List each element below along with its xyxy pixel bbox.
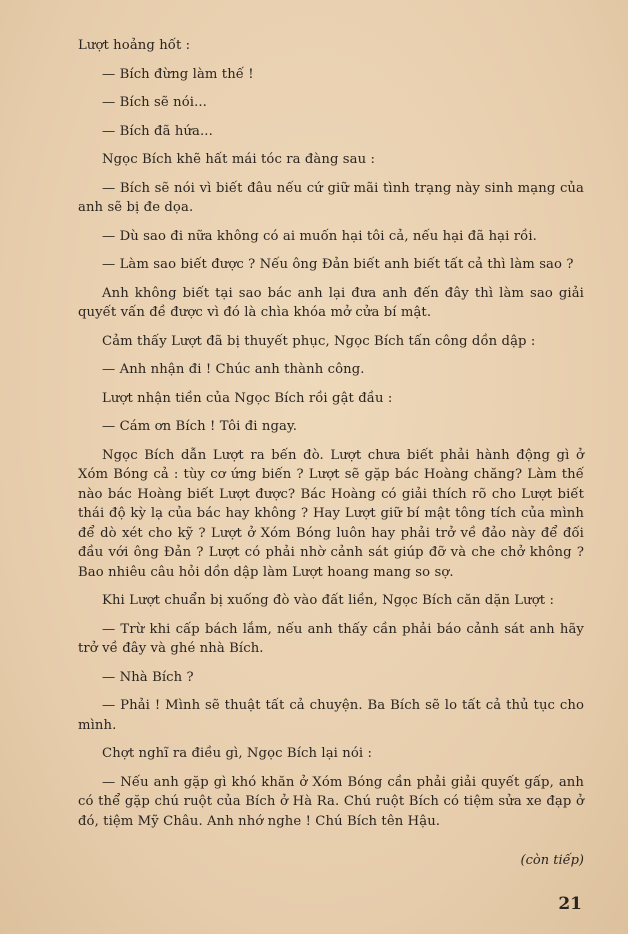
paragraph: Anh không biết tại sao bác anh lại đưa anh đến đây thì làm sao giải quyết vấn đề được vì đó là chìa khóa mở cửa bí mật. [78,285,584,320]
paragraph: — Phải ! Mình sẽ thuật tất cả chuyện. Ba Bích sẽ lo tất cả thủ tục cho mình. [78,698,584,733]
paragraph: — Cám ơn Bích ! Tôi đi ngay. [102,419,298,434]
paragraph: — Nếu anh gặp gì khó khăn ở Xóm Bóng cần phải giải quyết gấp, anh có thể gặp chú ruột của Bích ở Hà Ra. Chú ruột Bích có tiệm sửa xe đạp ở đó, tiệm Mỹ Châu. Anh nhớ nghe ! Chú Bích tên Hậu. [78,774,584,829]
paragraph: — Trừ khi cấp bách lắm, nếu anh thấy cần phải báo cảnh sát anh hãy trở về đây và ghé nhà Bích. [78,621,584,656]
paragraph: — Bích sẽ nói... [102,95,207,110]
page-number: 21 [558,894,582,914]
continued-note: (còn tiếp) [520,853,584,868]
paragraph: Ngọc Bích khẽ hất mái tóc ra đàng sau : [102,152,376,167]
paragraph: — Bích đã hứa... [102,123,213,139]
paragraph: Cảm thấy Lượt đã bị thuyết phục, Ngọc Bích tấn công dồn dập : [102,333,536,349]
paragraph: Khi Lượt chuẩn bị xuống đò vào đất liền, Ngọc Bích căn dặn Lượt : [102,593,555,608]
paragraph: Lượt hoảng hốt : [78,38,191,53]
paragraph: — Bích đừng làm thế ! [102,66,254,82]
paragraph: — Bích sẽ nói vì biết đâu nếu cứ giữ mãi tình trạng này sinh mạng của anh sẽ bị đe dọa. [78,180,584,215]
paragraph: — Anh nhận đi ! Chúc anh thành công. [102,362,365,377]
paragraph: Chợt nghĩ ra điều gì, Ngọc Bích lại nói : [102,746,373,761]
story-text [78,36,584,831]
paragraph: Ngọc Bích dẫn Lượt ra bến đò. Lượt chưa biết phải hành động gì ở Xóm Bóng cả : tùy cơ ứng biến ? Lượt sẽ gặp bác Hoàng chăng? Làm thế nào bác Hoàng biết Lượt được? Bác Hoàng có giải thích rõ cho Lượt biết thái độ kỳ lạ của bác hay không ? Hay Lượt giữ bí mật tông tích của mình để dò xét cho kỹ ? Lượt ở Xóm Bóng luôn hay phải trở về đảo này để đối đầu với ông Đản ? Lượt có phải nhờ cảnh sát giúp đỡ và che chở không ? Bao nhiêu câu hỏi dồn dập làm Lượt hoang mang so sợ. [78,447,584,580]
paragraph: Lượt nhận tiền của Ngọc Bích rồi gật đầu : [102,390,393,406]
paragraph: — Làm sao biết được ? Nếu ông Đản biết anh biết tất cả thì làm sao ? [102,257,574,272]
paragraph: — Nhà Bích ? [102,669,194,685]
paragraph: — Dù sao đi nữa không có ai muốn hại tôi cả, nếu hại đã hại rồi. [102,228,537,244]
